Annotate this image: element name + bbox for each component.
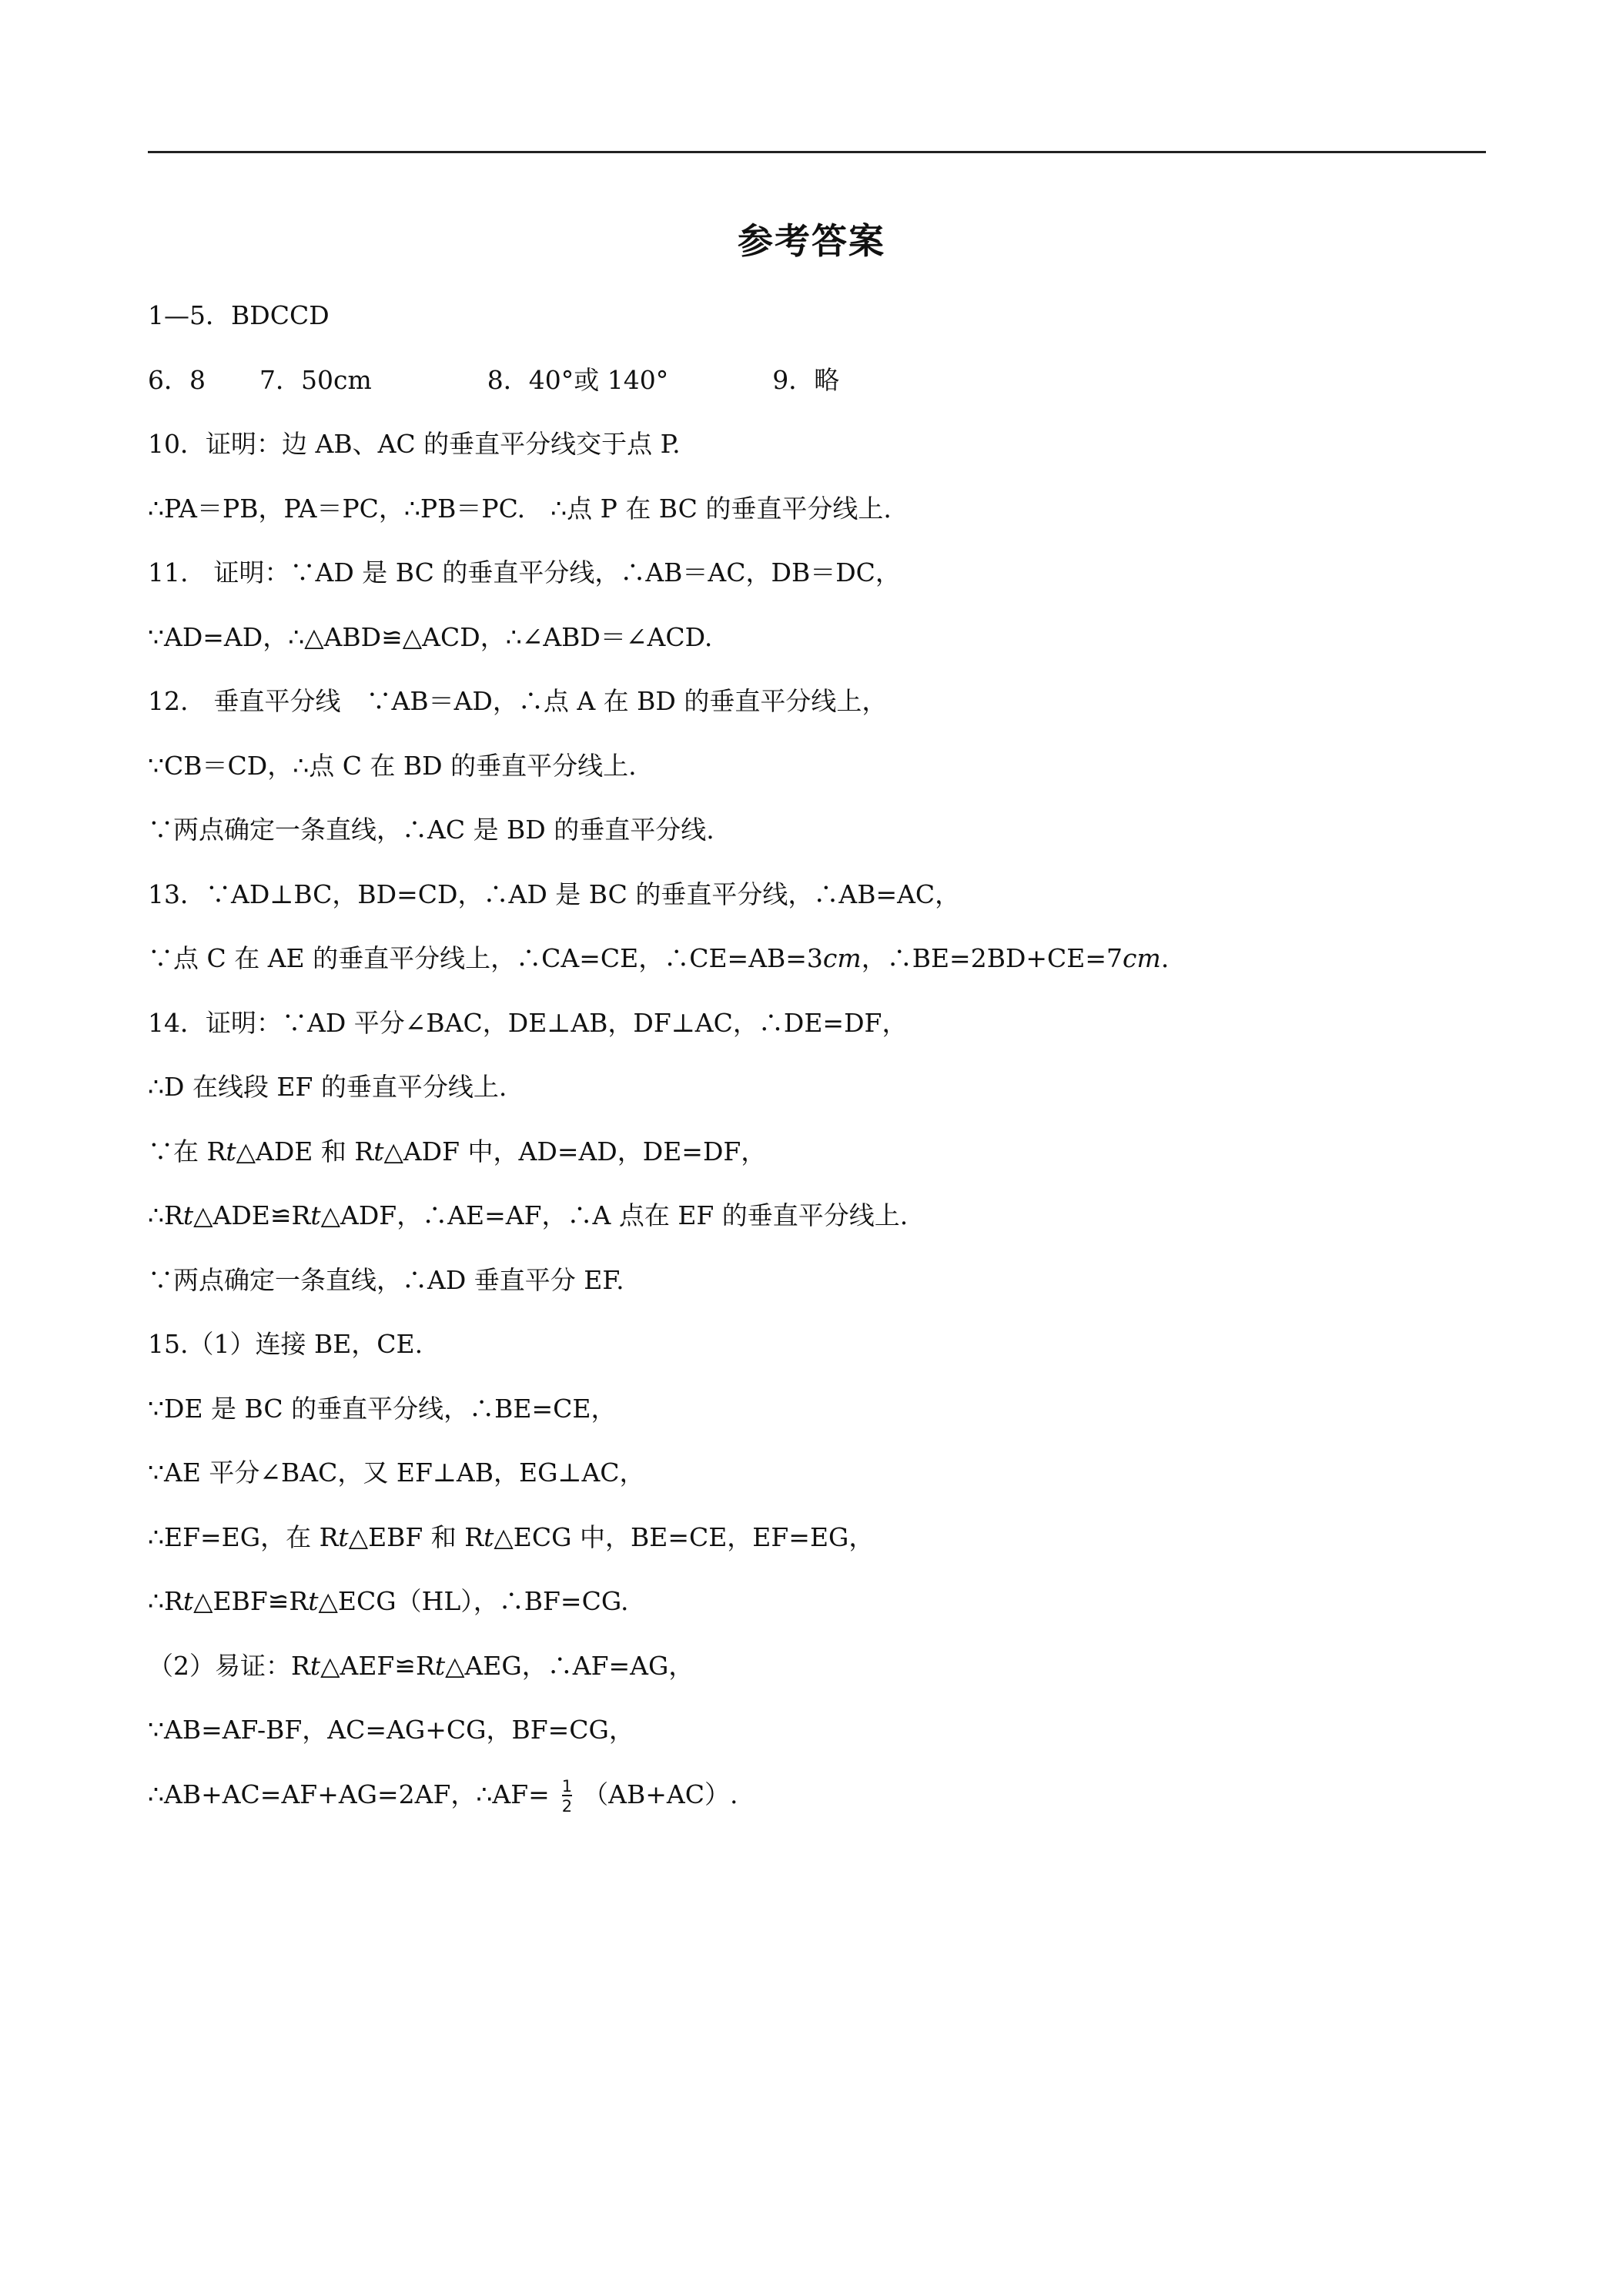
header-rule bbox=[148, 151, 1486, 153]
answer-line-24 bbox=[148, 1772, 1487, 1836]
answer-line-23: ∵AB=AF-BF，AC=AG+CG，BF=CG， bbox=[148, 1715, 634, 1745]
answer-list bbox=[148, 293, 1487, 1836]
fraction-one-half bbox=[562, 1778, 572, 1815]
answer-line-21 bbox=[148, 1578, 1487, 1643]
rt-italic: t bbox=[338, 1521, 349, 1552]
answer-8: 8．40°或 140° bbox=[487, 364, 669, 395]
answer-line-17: 15.（1）连接 BE，CE. bbox=[148, 1329, 423, 1359]
unit-italic: cm bbox=[822, 943, 862, 973]
answer-line-20 bbox=[148, 1514, 1487, 1579]
answer-line-1: 1—5．BDCCD bbox=[148, 300, 330, 330]
rt-italic: t bbox=[182, 1200, 194, 1230]
text-segment: △ECG（HL），∴BF=CG. bbox=[318, 1586, 629, 1616]
answer-line-5: 11. 证明：∵AD 是 BC 的垂直平分线，∴AB＝AC，DB＝DC， bbox=[148, 557, 901, 587]
page-title: 参考答案 bbox=[738, 220, 885, 262]
answer-7: 7．50cm bbox=[259, 364, 372, 395]
answer-line-7: 12. 垂直平分线 ∵AB＝AD，∴点 A 在 BD 的垂直平分线上， bbox=[148, 686, 888, 716]
answer-line-13: ∴D 在线段 EF 的垂直平分线上. bbox=[148, 1072, 507, 1102]
rt-italic: t bbox=[310, 1650, 321, 1681]
answer-line-15 bbox=[148, 1193, 1487, 1257]
answer-line-22 bbox=[148, 1643, 1487, 1708]
answer-line-10: 13．∵AD⊥BC，BD=CD，∴AD 是 BC 的垂直平分线，∴AB=AC， bbox=[148, 879, 961, 909]
unit-italic: cm bbox=[1123, 943, 1161, 973]
text-segment: △AEF≌R bbox=[320, 1650, 435, 1681]
rt-italic: t bbox=[182, 1586, 194, 1616]
text-segment: △ADF 中，AD=AD，DE=DF， bbox=[383, 1136, 767, 1166]
text-segment: △ADE 和 R bbox=[236, 1136, 374, 1166]
rt-italic: t bbox=[308, 1586, 319, 1616]
text-segment: ∴R bbox=[148, 1586, 183, 1616]
rt-italic: t bbox=[310, 1200, 321, 1230]
answer-line-18: ∵DE 是 BC 的垂直平分线，∴BE=CE， bbox=[148, 1393, 617, 1424]
rt-italic: t bbox=[484, 1521, 494, 1552]
text-segment: ∵点 C 在 AE 的垂直平分线上，∴CA=CE，∴CE=AB=3 bbox=[148, 943, 823, 973]
answer-line-2 bbox=[148, 357, 1487, 422]
answer-line-12: 14．证明：∵AD 平分∠BAC，DE⊥AB，DF⊥AC，∴DE=DF， bbox=[148, 1007, 908, 1038]
text-segment: ∴AB+AC=AF+AG=2AF，∴AF= bbox=[148, 1779, 550, 1809]
answer-9: 9．略 bbox=[772, 364, 840, 395]
text-segment: （2）易证：R bbox=[148, 1650, 310, 1681]
fraction-numerator: 1 bbox=[561, 1776, 573, 1796]
answer-line-6: ∵AD=AD，∴△ABD≌△ACD，∴∠ABD＝∠ACD. bbox=[148, 621, 713, 652]
rt-italic: t bbox=[226, 1136, 236, 1166]
answer-line-9: ∵两点确定一条直线，∴AC 是 BD 的垂直平分线. bbox=[148, 815, 714, 845]
answer-line-8: ∵CB＝CD，∴点 C 在 BD 的垂直平分线上. bbox=[148, 750, 637, 781]
answer-line-3: 10．证明：边 AB、AC 的垂直平分线交于点 P. bbox=[148, 429, 681, 459]
answer-line-16: ∵两点确定一条直线，∴AD 垂直平分 EF. bbox=[148, 1264, 624, 1295]
text-segment: △EBF 和 R bbox=[348, 1521, 484, 1552]
text-segment: . bbox=[1160, 943, 1170, 973]
rt-italic: t bbox=[434, 1650, 446, 1681]
text-segment: （AB+AC）. bbox=[583, 1779, 738, 1809]
rt-italic: t bbox=[373, 1136, 384, 1166]
text-segment: △EBF≌R bbox=[193, 1586, 309, 1616]
answer-line-11 bbox=[148, 935, 1487, 1000]
text-segment: ∵在 R bbox=[148, 1136, 226, 1166]
text-segment: ，∴BE=2BD+CE=7 bbox=[861, 943, 1123, 973]
answer-6: 6．8 bbox=[148, 364, 206, 395]
text-segment: △AEG，∴AF=AG， bbox=[445, 1650, 694, 1681]
text-segment: △ADF，∴AE=AF，∴A 点在 EF 的垂直平分线上. bbox=[320, 1200, 909, 1230]
text-segment: ∴EF=EG，在 R bbox=[148, 1521, 339, 1552]
answer-line-14 bbox=[148, 1129, 1487, 1193]
text-segment: △ADE≌R bbox=[193, 1200, 311, 1230]
text-segment: ∴R bbox=[148, 1200, 183, 1230]
text-segment: △ECG 中，BE=CE，EF=EG， bbox=[494, 1521, 875, 1552]
answer-line-19: ∵AE 平分∠BAC，又 EF⊥AB，EG⊥AC， bbox=[148, 1458, 645, 1488]
fraction-denominator: 2 bbox=[562, 1795, 572, 1815]
answer-line-4: ∴PA＝PB，PA＝PC，∴PB＝PC. ∴点 P 在 BC 的垂直平分线上. bbox=[148, 493, 892, 524]
